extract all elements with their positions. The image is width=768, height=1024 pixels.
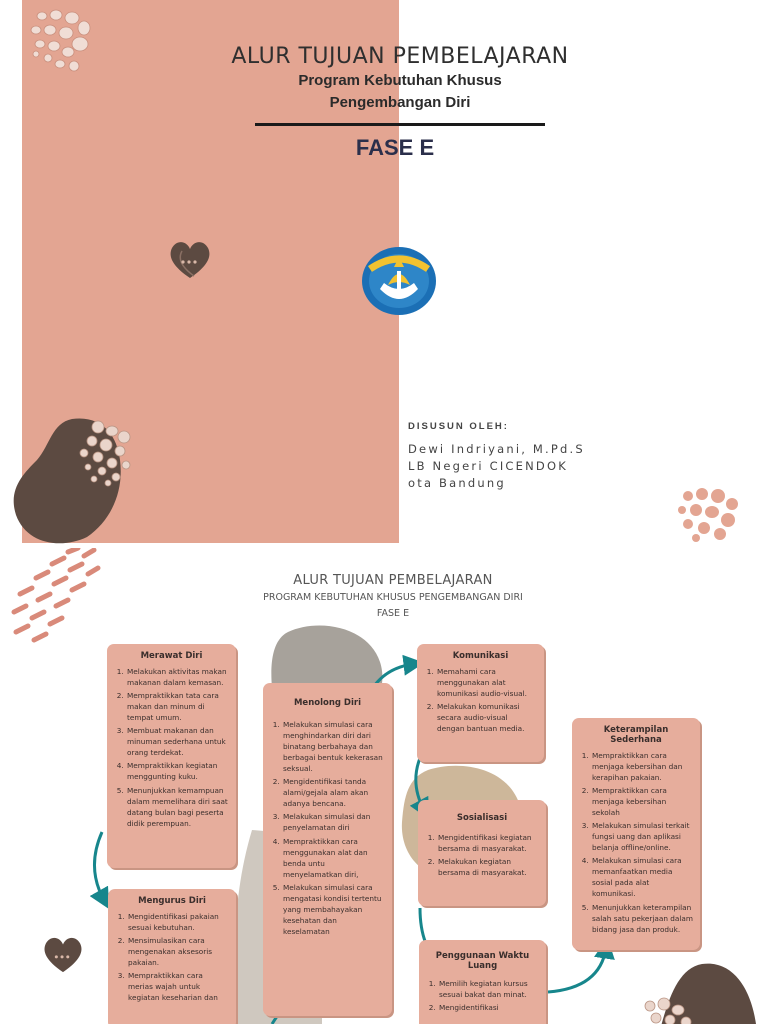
card-title: Mengurus Diri <box>138 896 206 906</box>
pebble-cluster-decoration <box>28 8 98 76</box>
list-item: 1. Mengidentifikasi kegiatan bersama di masyarakat. <box>437 832 539 854</box>
cover-subtitle-line1: Program Kebutuhan Khusus <box>298 72 502 89</box>
list-item: 2. Melakukan komunikasi secara audio-visual dengan bantuan media. <box>436 701 537 734</box>
card-title: Merawat Diri <box>140 651 203 661</box>
list-item: 1. Mempraktikkan cara menjaga kebersihan dan kerapihan pakaian. <box>591 750 693 783</box>
card-title: Keterampilan Sederhana <box>603 725 669 745</box>
list-item: 2. Melakukan kegiatan bersama di masyarakat. <box>437 856 539 878</box>
flow-subtitle: PROGRAM KEBUTUHAN KHUSUS PENGEMBANGAN DIRI <box>263 592 523 603</box>
card-title: Penggunaan Waktu Luang <box>435 951 530 971</box>
list-item: 5. Menunjukkan kemampuan dalam memelihara diri saat datang bulan bagi peserta didik perempuan. <box>126 785 229 829</box>
author-line: ota Bandung <box>408 476 506 490</box>
dark-blob-decoration <box>12 415 142 545</box>
card-title: Menolong Diri <box>293 698 362 708</box>
list-item: 3. Membuat makanan dan minuman sederhana untuk orang terdekat. <box>126 725 229 758</box>
list-item: 2. Mengidentifikasi <box>438 1002 539 1013</box>
list-item: 1. Melakukan simulasi cara menghindarkan diri dari binatang berbahaya dan berbagai bentuk kekerasan seksual. <box>282 719 385 774</box>
flow-page <box>0 548 768 1024</box>
card-menolong-diri <box>263 683 392 1016</box>
card-penggunaan-waktu-luang <box>419 940 546 1024</box>
card-title: Komunikasi <box>452 651 509 661</box>
cover-phase: FASE E <box>355 135 435 160</box>
author-line: Dewi Indriyani, M.Pd.S <box>408 442 585 456</box>
list-item: 1. Mengidentifikasi pakaian sesuai kebutuhan. <box>127 911 229 933</box>
flow-title: ALUR TUJUAN PEMBELAJARAN <box>293 573 493 588</box>
card-mengurus-diri <box>108 889 236 1024</box>
author-line: LB Negeri CICENDOK <box>408 459 568 473</box>
list-item: 1. Memahami cara menggunakan alat komunikasi audio-visual. <box>436 666 537 699</box>
pebble-cluster-decoration <box>676 486 742 544</box>
tut-wuri-handayani-logo <box>360 245 438 317</box>
card-merawat-diri <box>107 644 236 868</box>
list-item: 2. Mempraktikkan tata cara makan dan minum di tempat umum. <box>126 690 229 723</box>
cover-title: ALUR TUJUAN PEMBELAJARAN <box>231 44 569 69</box>
list-item: 3. Melakukan simulasi terkait fungsi uang dan aplikasi belanja offline/online. <box>591 820 693 853</box>
list-item: 1. Melakukan aktivitas makan makanan dalam kemasan. <box>126 666 229 688</box>
author-label: DISUSUN OLEH: <box>408 421 509 432</box>
list-item: 4. Melakukan simulasi cara memanfaatkan media sosial pada alat komunikasi. <box>591 855 693 899</box>
card-keterampilan-sederhana <box>572 718 700 950</box>
list-item: 2. Mengidentifikasi tanda alami/gejala alam akan adanya bencana. <box>282 776 385 809</box>
title-divider <box>255 123 545 126</box>
flow-phase: FASE E <box>376 608 410 619</box>
list-item: 5. Menunjukkan keterampilan salah satu pekerjaan dalam bidang jasa dan produk. <box>591 902 693 935</box>
list-item: 4. Mempraktikkan kegiatan menggunting kuku. <box>126 760 229 782</box>
card-title: Sosialisasi <box>456 813 508 823</box>
list-item: 2. Mempraktikkan cara menjaga kebersihan sekolah <box>591 785 693 818</box>
cover-subtitle-line2: Pengembangan Diri <box>329 94 471 111</box>
list-item: 5. Melakukan simulasi cara mengatasi kondisi tertentu yang membahayakan kesehatan dan keselamatan <box>282 882 385 937</box>
card-komunikasi <box>417 644 544 762</box>
list-item: 4. Mempraktikkan cara menggunakan alat dan benda untu menyelamatkan diri, <box>282 836 385 880</box>
list-item: 1. Memilih kegiatan kursus sesuai bakat dan minat. <box>438 978 539 1000</box>
list-item: 2. Mensimulasikan cara mengenakan aksesoris pakaian. <box>127 935 229 968</box>
list-item: 3. Mempraktikkan cara merias wajah untuk kegiatan keseharian dan <box>127 970 229 1003</box>
heart-icon <box>168 238 212 280</box>
card-sosialisasi <box>418 800 546 906</box>
list-item: 3. Melakukan simulasi dan penyelamatan diri <box>282 811 385 833</box>
